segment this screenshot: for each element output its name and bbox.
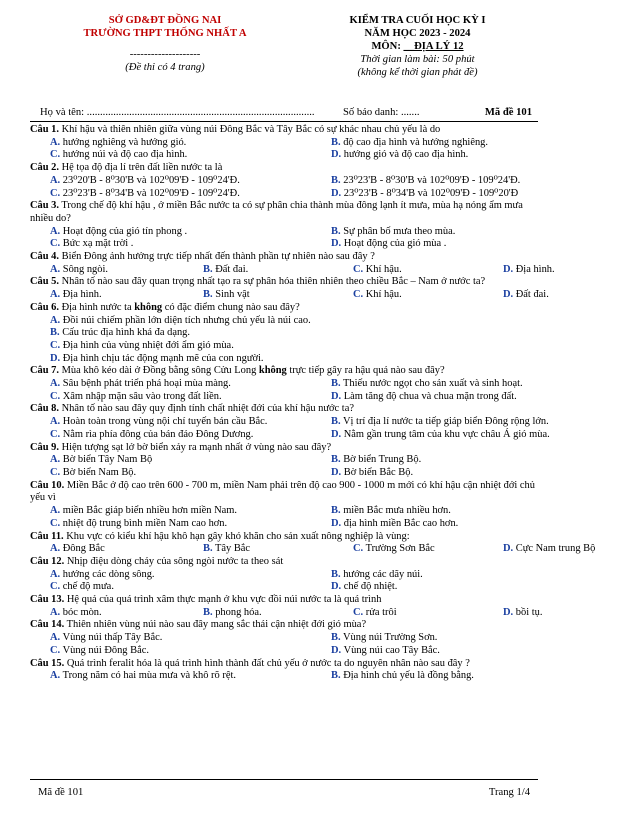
options-row (30, 428, 550, 442)
option-text: 23⁰23'B - 8⁰34'B và 102⁰09'Đ - 109⁰24'Đ. (62, 187, 240, 199)
option-text: Làm tăng độ chua và chua mặn trong đất. (343, 390, 517, 402)
option-letter: B. (331, 505, 341, 517)
options-row (30, 137, 540, 150)
answer-option[interactable] (30, 581, 311, 594)
option-text: Nằm gần trung tâm của khu vực châu Á gió mùa. (343, 428, 550, 440)
option-letter: C. (50, 581, 61, 593)
question-7 (30, 365, 540, 378)
answer-option[interactable] (311, 581, 397, 594)
answer-option[interactable] (30, 505, 311, 518)
option-letter: B. (331, 136, 341, 148)
student-info-row (40, 107, 532, 121)
option-text: độ cao địa hình và hướng nghiêng. (343, 136, 488, 148)
option-text: Trường Sơn Bắc (365, 543, 435, 555)
question-13 (30, 594, 540, 607)
option-letter: A. (50, 378, 61, 390)
option-letter: D. (331, 187, 342, 199)
options-row (30, 606, 543, 620)
answer-option[interactable] (30, 518, 311, 531)
answer-option[interactable] (30, 670, 311, 683)
answer-option[interactable] (30, 353, 540, 366)
option-text: Địa hình của vùng nhiệt đới ẩm gió mùa. (62, 339, 234, 351)
option-text: bóc mòn. (62, 606, 102, 618)
question-9 (30, 442, 540, 455)
option-letter: C. (353, 606, 364, 618)
answer-option[interactable] (30, 569, 311, 582)
option-letter: B. (331, 416, 341, 428)
options-row (30, 263, 555, 277)
option-text: Đất đai. (215, 263, 249, 275)
options-row (30, 289, 549, 302)
answer-option[interactable] (183, 607, 333, 620)
option-letter: C. (50, 149, 61, 161)
question-number: Câu 10. (30, 479, 65, 491)
option-text: nhiệt độ trung bình miền Nam cao hơn. (62, 517, 228, 529)
option-text: Vùng núi cao Tây Bắc. (343, 644, 440, 656)
answer-option[interactable] (30, 137, 311, 150)
answer-option[interactable] (30, 226, 311, 239)
option-text: miền Bắc mưa nhiều hơn. (343, 505, 451, 517)
option-text: Vị trí địa lí nước ta tiếp giáp biển Đông rộng lớn. (343, 416, 549, 428)
option-text: Nằm rìa phía đông của bán đảo Đông Dương. (62, 428, 254, 440)
option-letter: C. (50, 517, 61, 529)
question-number: Câu 8. (30, 403, 59, 415)
question-keyword: không (258, 365, 287, 377)
question-number: Câu 6. (30, 301, 59, 313)
option-text: Trong năm có hai mùa mưa và khô rõ rệt. (62, 670, 236, 682)
options-row (30, 581, 540, 594)
option-text: Bức xạ mặt trời . (62, 238, 134, 250)
option-letter: C. (50, 238, 61, 250)
time-note-2: (không kể thời gian phát đề) (357, 67, 478, 78)
answer-option[interactable] (333, 289, 483, 302)
option-text: Khí hậu. (365, 263, 402, 275)
option-text: Sông ngòi. (62, 263, 109, 275)
option-text: chế độ nhiệt. (343, 581, 398, 593)
option-letter: B. (203, 289, 213, 301)
option-letter: C. (353, 289, 364, 301)
answer-option[interactable] (311, 238, 446, 251)
option-text: địa hình miền Bắc cao hơn. (343, 517, 459, 529)
question-number: Câu 9. (30, 441, 59, 453)
question-text: Nhịp điệu dòng chảy của sông ngòi nước ta theo sát (66, 555, 284, 567)
option-text: Đông Bắc (62, 543, 105, 555)
question-text: Khí hậu và thiên nhiên giữa vùng núi Đông Bắc và Tây Bắc có sự khác nhau chủ yếu là do (61, 124, 441, 135)
question-text: Trong chế độ khí hậu , ở miền Bắc nước ta có sự phân chia thành mùa đông lạnh ít mưa, mùa hạ nóng ẩm mưa nhiều do? (30, 200, 523, 224)
page-number: Trang 1/4 (488, 787, 530, 798)
question-text: Thiên nhiên vùng núi nào sau đây mang sắc thái cận nhiệt đới gió mùa? (66, 619, 367, 631)
header-divider (30, 121, 538, 122)
option-letter: B. (331, 454, 341, 466)
option-text: Vùng núi Đông Bắc. (62, 644, 149, 656)
answer-option[interactable] (311, 391, 517, 404)
option-letter: C. (50, 339, 61, 351)
option-text: 23⁰20'B - 8⁰30'B và 102⁰09'Đ - 109⁰24'Đ. (62, 174, 240, 186)
option-letter: B. (331, 670, 341, 682)
question-number: Câu 15. (30, 657, 65, 669)
option-text: 23⁰23'B - 8⁰34'B và 102⁰09'Đ - 109⁰20'Đ (343, 187, 519, 199)
answer-option[interactable] (30, 632, 311, 645)
option-text: Địa hình chủ yếu là đồng bằng. (343, 670, 474, 682)
question-text: Khu vực có kiểu khí hậu khô hạn gây khó khăn cho sản xuất nông nghiệp là vùng: (66, 530, 410, 542)
option-text: Hoàn toàn trong vùng nội chí tuyến bán cầu Bắc. (62, 416, 268, 428)
answer-option[interactable] (483, 264, 633, 277)
options-row (30, 416, 549, 429)
option-letter: B. (331, 568, 341, 580)
option-letter: D. (331, 390, 342, 402)
answer-option[interactable] (311, 378, 523, 391)
exam-code: Mã đề 101 (484, 107, 532, 118)
answer-option[interactable] (30, 238, 311, 251)
question-text: Hệ tọa độ địa lí trên đất liền nước ta là (61, 162, 223, 174)
answer-option[interactable] (30, 467, 311, 480)
question-5 (30, 276, 540, 289)
option-letter: D. (331, 644, 342, 656)
question-text-end: trực tiếp gây ra hậu quả nào sau đây? (286, 365, 445, 377)
options-row (30, 467, 540, 480)
question-number: Câu 1. (30, 124, 59, 135)
question-8 (30, 403, 540, 416)
answer-option[interactable] (30, 340, 540, 353)
answer-option[interactable] (311, 454, 421, 467)
option-text: bồi tụ. (515, 606, 543, 618)
answer-option[interactable] (30, 188, 311, 201)
separator-dashes: -------------------- (129, 49, 201, 60)
option-letter: D. (503, 263, 514, 275)
option-letter: C. (50, 428, 61, 440)
option-letter: B. (203, 543, 213, 555)
options-row (30, 226, 540, 239)
option-text: Đồi núi chiếm phần lớn diện tích nhưng chủ yếu là núi cao. (62, 314, 311, 326)
option-letter: B. (331, 632, 341, 644)
option-text: Địa hình. (515, 263, 555, 275)
option-text: hướng nghiêng và hướng gió. (62, 136, 187, 148)
option-text: Thiếu nước ngọt cho sản xuất và sinh hoạt. (343, 378, 523, 390)
question-6 (30, 302, 540, 315)
option-letter: A. (50, 632, 61, 644)
question-keyword: không (134, 301, 163, 313)
option-letter: C. (50, 466, 61, 478)
option-letter: A. (50, 606, 61, 618)
option-letter: A. (50, 225, 61, 237)
candidate-number-field: Số báo danh: ....... (343, 107, 420, 118)
options-row (30, 188, 540, 201)
question-number: Câu 14. (30, 619, 65, 631)
footer (38, 787, 530, 798)
question-10 (30, 480, 540, 505)
question-number: Câu 12. (30, 555, 65, 567)
options-row (30, 175, 540, 188)
footer-divider (30, 779, 538, 780)
option-letter: C. (50, 187, 61, 199)
question-text: Nhân tố nào sau đây quan trọng nhất tạo ra sự phân hóa thiên nhiên theo chiều Bắc – Nam ở nước ta? (61, 276, 486, 288)
answer-option[interactable] (311, 175, 520, 188)
question-15 (30, 658, 540, 671)
option-letter: A. (50, 289, 61, 301)
options-row (30, 238, 540, 251)
school-year: NĂM HỌC 2023 - 2024 (364, 28, 471, 39)
question-3 (30, 200, 540, 225)
option-letter: B. (203, 606, 213, 618)
option-letter: B. (331, 174, 341, 186)
question-text: Hiện tượng sạt lở bờ biển xảy ra mạnh nhất ở vùng nào sau đây? (61, 441, 332, 453)
subject-name: __ĐỊA LÝ 12 (403, 41, 464, 52)
options-row (30, 543, 596, 556)
subject-label: MÔN: (371, 41, 401, 52)
question-number: Câu 3. (30, 200, 59, 212)
option-text: miền Bắc giáp biển nhiều hơn miền Nam. (62, 505, 237, 517)
question-14 (30, 619, 540, 632)
header-right (300, 14, 535, 79)
option-text: phong hóa. (215, 606, 262, 618)
option-letter: D. (331, 517, 342, 529)
question-1 (30, 124, 540, 137)
answer-option[interactable] (30, 416, 311, 429)
question-text: Nhân tố nào sau đây quy định tính chất nhiệt đới của khí hậu nước ta? (61, 403, 354, 415)
answer-option[interactable] (333, 264, 483, 277)
option-letter: C. (50, 644, 61, 656)
answer-option[interactable] (333, 543, 483, 556)
answer-option[interactable] (311, 149, 468, 162)
answer-option[interactable] (30, 429, 311, 442)
option-text: Vùng núi Trường Sơn. (343, 632, 438, 644)
option-letter: A. (50, 263, 61, 275)
answer-option[interactable] (311, 137, 488, 150)
department-name: SỞ GD&ĐT ĐỒNG NAI (108, 15, 222, 26)
options-row (30, 505, 540, 518)
options-row (30, 518, 540, 531)
option-text: Xâm nhập mặn sâu vào trong đất liền. (62, 390, 222, 402)
option-text: hướng núi và độ cao địa hình. (62, 149, 188, 161)
option-text: Hoạt động của gió tín phong . (62, 225, 188, 237)
answer-option[interactable] (483, 543, 633, 556)
question-text: Miền Bắc ở độ cao trên 600 - 700 m, miền Nam phải trên độ cao 900 - 1000 m mới có khí hậu cận nhiệt đới chủ yếu vì (30, 479, 535, 504)
answer-option[interactable] (30, 289, 183, 302)
option-text: Địa hình. (62, 289, 102, 301)
option-letter: A. (50, 543, 61, 555)
option-text: Sinh vật (215, 289, 250, 301)
option-letter: B. (203, 263, 213, 275)
option-letter: D. (331, 581, 342, 593)
time-note: Thời gian làm bài: 50 phút (360, 54, 475, 65)
option-letter: D. (503, 606, 514, 618)
answer-option[interactable] (30, 327, 540, 340)
option-letter: D. (331, 238, 342, 250)
question-number: Câu 13. (30, 594, 65, 606)
option-letter: D. (503, 543, 514, 555)
option-letter: C. (50, 390, 61, 402)
question-11 (30, 531, 540, 544)
answer-option[interactable] (30, 378, 311, 391)
answer-option[interactable] (30, 149, 311, 162)
answer-option[interactable] (311, 632, 437, 645)
option-text: Bờ biển Nam Bộ. (62, 466, 137, 478)
option-letter: B. (331, 225, 341, 237)
answer-option[interactable] (30, 264, 183, 277)
answer-option[interactable] (311, 416, 549, 429)
student-name-field: Họ và tên: ...................................................................................... (40, 107, 315, 118)
header-left (40, 14, 290, 74)
option-text: Bờ biển Trung Bộ. (343, 454, 422, 466)
answer-option[interactable] (311, 670, 474, 683)
option-letter: A. (50, 454, 61, 466)
question-2 (30, 162, 540, 175)
option-letter: A. (50, 670, 61, 682)
answer-option[interactable] (183, 289, 333, 302)
answer-option[interactable] (30, 454, 311, 467)
question-text: Địa hình nước ta (61, 301, 135, 313)
answer-option[interactable] (311, 569, 423, 582)
options-row (30, 632, 540, 645)
question-text: Quá trình feralit hóa là quá trình hình thành đất chủ yếu ở nước ta do nguyên nhân nào sau đây ? (66, 657, 470, 669)
options-row (30, 149, 540, 162)
option-letter: D. (50, 352, 61, 364)
answer-option[interactable] (311, 518, 458, 531)
option-letter: A. (50, 174, 61, 186)
question-text: Mùa khô kéo dài ở Đồng bằng sông Cửu Long (61, 365, 259, 377)
answer-option[interactable] (483, 289, 633, 302)
question-text: Biển Đông ảnh hưởng trực tiếp nhất đến thành phần tự nhiên nào sau đây ? (61, 251, 375, 263)
option-text: 23⁰23'B - 8⁰30'B và 102⁰09'Đ - 109⁰24'Đ. (343, 174, 521, 186)
question-number: Câu 4. (30, 251, 59, 263)
option-letter: A. (50, 505, 61, 517)
option-text: Bờ biển Bắc Bộ. (343, 466, 414, 478)
option-letter: B. (331, 378, 341, 390)
options-row (30, 569, 540, 582)
option-letter: D. (331, 466, 342, 478)
option-text: Sự phân bố mưa theo mùa. (343, 225, 456, 237)
answer-option[interactable] (311, 429, 550, 442)
option-letter: D. (503, 289, 514, 301)
question-text: Hệ quả của quá trình xâm thực mạnh ở khu vực đồi núi nước ta là quá trình (66, 594, 382, 606)
answer-option[interactable] (311, 645, 440, 658)
answer-option[interactable] (30, 645, 311, 658)
answer-option[interactable] (183, 264, 333, 277)
answer-option[interactable] (311, 226, 455, 239)
answer-option[interactable] (333, 607, 483, 620)
option-letter: D. (331, 149, 342, 161)
option-text: Khí hậu. (365, 289, 402, 301)
answer-option[interactable] (30, 543, 183, 556)
answer-option[interactable] (311, 505, 451, 518)
option-letter: D. (331, 428, 342, 440)
subject-line (300, 40, 535, 53)
school-name: TRƯỜNG THPT THỐNG NHẤT A (83, 28, 247, 39)
option-text: Bờ biển Tây Nam Bộ (62, 454, 153, 466)
option-letter: C. (353, 543, 364, 555)
footer-exam-code: Mã đề 101 (38, 787, 84, 798)
question-number: Câu 5. (30, 276, 59, 288)
answer-option[interactable] (30, 315, 540, 328)
options-row (30, 645, 540, 658)
answer-option[interactable] (311, 467, 413, 480)
option-letter: B. (50, 327, 60, 339)
option-text: Sâu bệnh phát triển phá hoại mùa màng. (62, 378, 231, 390)
question-number: Câu 2. (30, 162, 59, 174)
pages-note: (Đề thi có 4 trang) (125, 62, 205, 73)
question-text-end: có đặc điểm chung nào sau đây? (162, 301, 300, 313)
option-text: Hoạt động của gió mùa . (343, 238, 447, 250)
answer-option[interactable] (30, 391, 311, 404)
answer-option[interactable] (30, 175, 311, 188)
option-letter: C. (353, 263, 364, 275)
option-text: Vùng núi thấp Tây Bắc. (62, 632, 163, 644)
options-row (30, 670, 540, 683)
question-list (30, 124, 596, 683)
option-text: rửa trôi (365, 606, 397, 618)
question-12 (30, 556, 540, 569)
exam-title: KIỂM TRA CUỐI HỌC KỲ I (349, 15, 486, 26)
answer-option[interactable] (183, 543, 333, 556)
options-row (30, 378, 540, 391)
options-row (30, 391, 540, 404)
answer-option[interactable] (311, 188, 518, 201)
option-letter: A. (50, 568, 61, 580)
option-text: hướng gió và độ cao địa hình. (343, 149, 469, 161)
option-text: Địa hình chịu tác động mạnh mẽ của con người. (62, 352, 264, 364)
option-text: chế độ mưa. (62, 581, 114, 593)
options-row (30, 454, 540, 467)
answer-option[interactable] (30, 607, 183, 620)
option-letter: A. (50, 416, 61, 428)
answer-option[interactable] (483, 607, 633, 620)
option-text: Cực Nam trung Bộ (515, 543, 596, 555)
question-4 (30, 251, 540, 264)
option-text: Đất đai. (515, 289, 549, 301)
option-letter: A. (50, 136, 61, 148)
question-number: Câu 7. (30, 365, 59, 377)
option-letter: A. (50, 314, 61, 326)
option-text: Cấu trúc địa hình khá đa dạng. (62, 327, 191, 339)
question-number: Câu 11. (30, 530, 64, 542)
option-text: hướng các dòng sông. (62, 568, 155, 580)
option-text: Tây Bắc (215, 543, 251, 555)
option-text: hướng các dãy núi. (343, 568, 423, 580)
